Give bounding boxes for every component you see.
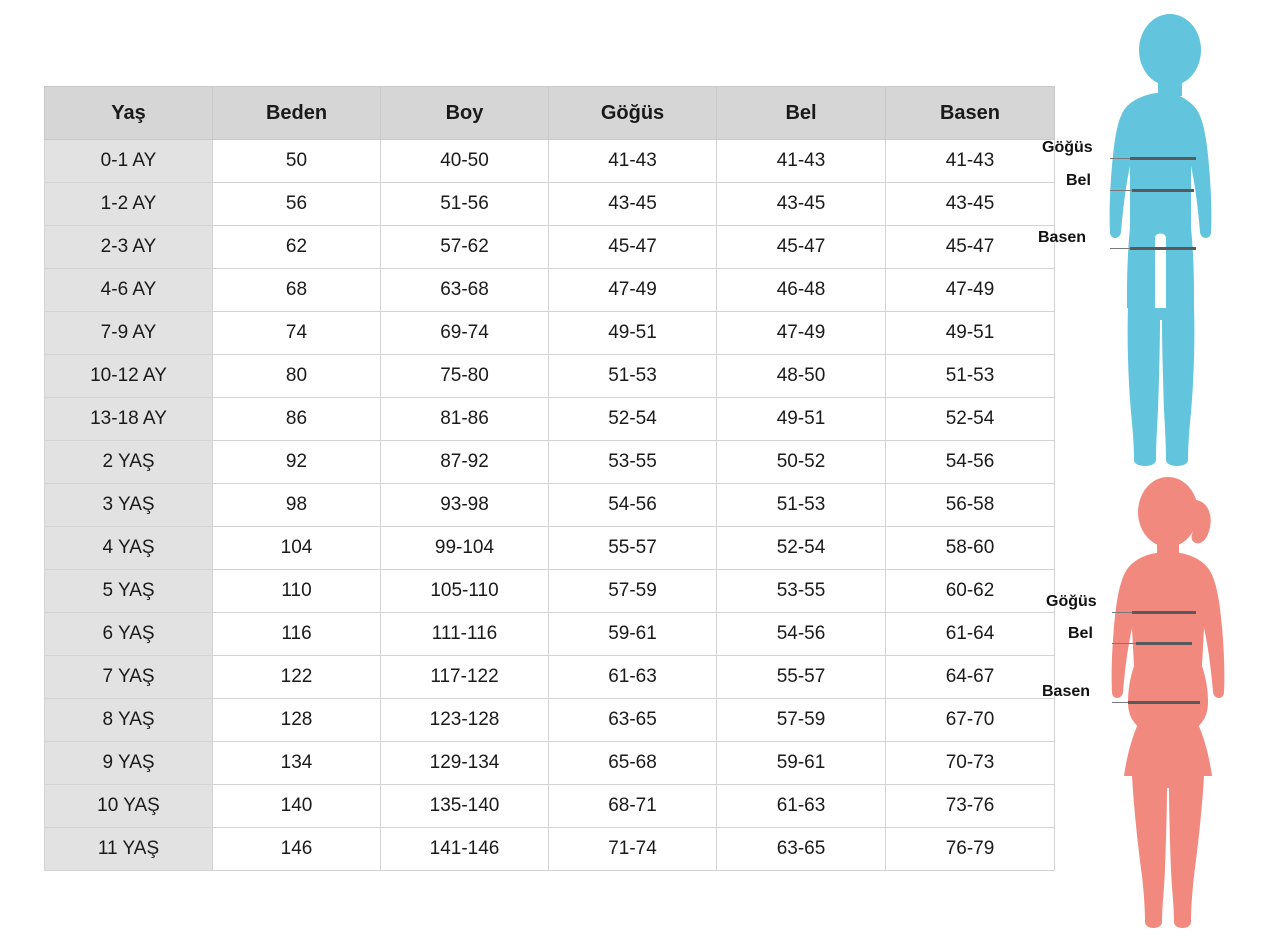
cell-size: 50 xyxy=(213,140,381,183)
cell-height: 75-80 xyxy=(381,355,549,398)
cell-chest: 54-56 xyxy=(549,484,717,527)
girl-silhouette-icon xyxy=(1054,470,1280,940)
cell-size: 134 xyxy=(213,742,381,785)
cell-size: 68 xyxy=(213,269,381,312)
cell-height: 141-146 xyxy=(381,828,549,871)
cell-height: 93-98 xyxy=(381,484,549,527)
cell-height: 51-56 xyxy=(381,183,549,226)
cell-hip: 58-60 xyxy=(886,527,1055,570)
table-row xyxy=(45,398,1055,441)
table-header xyxy=(45,87,1055,140)
cell-chest: 71-74 xyxy=(549,828,717,871)
cell-hip: 60-62 xyxy=(886,570,1055,613)
cell-size: 110 xyxy=(213,570,381,613)
boy-chest-line xyxy=(1130,157,1196,160)
girl-figure xyxy=(1042,470,1280,945)
cell-size: 116 xyxy=(213,613,381,656)
cell-size: 140 xyxy=(213,785,381,828)
table-row xyxy=(45,656,1055,699)
table-row xyxy=(45,312,1055,355)
cell-size: 74 xyxy=(213,312,381,355)
column-header-chest: Göğüs xyxy=(549,87,717,140)
cell-waist: 50-52 xyxy=(717,441,886,484)
cell-waist: 59-61 xyxy=(717,742,886,785)
cell-age: 4-6 AY xyxy=(45,269,213,312)
boy-waist-label: Bel xyxy=(1066,172,1091,189)
table-row xyxy=(45,699,1055,742)
cell-size: 92 xyxy=(213,441,381,484)
column-header-hip: Basen xyxy=(886,87,1055,140)
cell-size: 98 xyxy=(213,484,381,527)
boy-figure xyxy=(1038,8,1280,483)
cell-height: 81-86 xyxy=(381,398,549,441)
cell-chest: 55-57 xyxy=(549,527,717,570)
cell-size: 86 xyxy=(213,398,381,441)
cell-chest: 68-71 xyxy=(549,785,717,828)
boy-hip-label: Basen xyxy=(1038,229,1087,246)
cell-age: 9 YAŞ xyxy=(45,742,213,785)
cell-waist: 45-47 xyxy=(717,226,886,269)
table-row xyxy=(45,613,1055,656)
cell-hip: 52-54 xyxy=(886,398,1055,441)
cell-age: 8 YAŞ xyxy=(45,699,213,742)
cell-waist: 52-54 xyxy=(717,527,886,570)
cell-hip: 61-64 xyxy=(886,613,1055,656)
cell-age: 11 YAŞ xyxy=(45,828,213,871)
cell-chest: 57-59 xyxy=(549,570,717,613)
cell-chest: 53-55 xyxy=(549,441,717,484)
cell-age: 0-1 AY xyxy=(45,140,213,183)
cell-chest: 43-45 xyxy=(549,183,717,226)
cell-age: 2-3 AY xyxy=(45,226,213,269)
cell-height: 105-110 xyxy=(381,570,549,613)
column-header-age: Yaş xyxy=(45,87,213,140)
girl-hip-label: Basen xyxy=(1042,683,1091,700)
cell-hip: 45-47 xyxy=(886,226,1055,269)
column-header-waist: Bel xyxy=(717,87,886,140)
cell-age: 3 YAŞ xyxy=(45,484,213,527)
cell-waist: 57-59 xyxy=(717,699,886,742)
cell-height: 117-122 xyxy=(381,656,549,699)
cell-waist: 48-50 xyxy=(717,355,886,398)
table-header-row xyxy=(45,87,1055,140)
cell-age: 7-9 AY xyxy=(45,312,213,355)
cell-height: 40-50 xyxy=(381,140,549,183)
cell-chest: 49-51 xyxy=(549,312,717,355)
table-row xyxy=(45,785,1055,828)
body-figures-panel xyxy=(1038,0,1280,948)
table-row xyxy=(45,441,1055,484)
cell-height: 69-74 xyxy=(381,312,549,355)
cell-chest: 41-43 xyxy=(549,140,717,183)
cell-age: 4 YAŞ xyxy=(45,527,213,570)
table-row xyxy=(45,226,1055,269)
cell-size: 56 xyxy=(213,183,381,226)
cell-waist: 63-65 xyxy=(717,828,886,871)
girl-chest-label: Göğüs xyxy=(1046,593,1097,610)
cell-waist: 49-51 xyxy=(717,398,886,441)
cell-age: 10 YAŞ xyxy=(45,785,213,828)
cell-chest: 63-65 xyxy=(549,699,717,742)
cell-chest: 52-54 xyxy=(549,398,717,441)
cell-hip: 56-58 xyxy=(886,484,1055,527)
cell-hip: 51-53 xyxy=(886,355,1055,398)
cell-hip: 76-79 xyxy=(886,828,1055,871)
table-row xyxy=(45,355,1055,398)
cell-hip: 49-51 xyxy=(886,312,1055,355)
cell-chest: 61-63 xyxy=(549,656,717,699)
cell-hip: 73-76 xyxy=(886,785,1055,828)
cell-height: 99-104 xyxy=(381,527,549,570)
cell-waist: 55-57 xyxy=(717,656,886,699)
cell-age: 7 YAŞ xyxy=(45,656,213,699)
cell-height: 129-134 xyxy=(381,742,549,785)
cell-age: 1-2 AY xyxy=(45,183,213,226)
cell-height: 87-92 xyxy=(381,441,549,484)
cell-hip: 64-67 xyxy=(886,656,1055,699)
cell-age: 6 YAŞ xyxy=(45,613,213,656)
cell-age: 5 YAŞ xyxy=(45,570,213,613)
cell-size: 128 xyxy=(213,699,381,742)
boy-waist-line xyxy=(1132,189,1194,192)
cell-chest: 45-47 xyxy=(549,226,717,269)
cell-hip: 41-43 xyxy=(886,140,1055,183)
cell-waist: 54-56 xyxy=(717,613,886,656)
cell-waist: 46-48 xyxy=(717,269,886,312)
girl-chest-line xyxy=(1132,611,1196,614)
cell-hip: 70-73 xyxy=(886,742,1055,785)
cell-hip: 47-49 xyxy=(886,269,1055,312)
table-row xyxy=(45,183,1055,226)
cell-chest: 59-61 xyxy=(549,613,717,656)
column-header-size: Beden xyxy=(213,87,381,140)
cell-size: 104 xyxy=(213,527,381,570)
table-row xyxy=(45,140,1055,183)
cell-hip: 43-45 xyxy=(886,183,1055,226)
cell-waist: 51-53 xyxy=(717,484,886,527)
cell-size: 146 xyxy=(213,828,381,871)
table-row xyxy=(45,527,1055,570)
girl-waist-label: Bel xyxy=(1068,625,1093,642)
size-chart-table xyxy=(44,86,1055,871)
cell-height: 123-128 xyxy=(381,699,549,742)
cell-chest: 51-53 xyxy=(549,355,717,398)
boy-chest-label: Göğüs xyxy=(1042,139,1093,156)
cell-hip: 67-70 xyxy=(886,699,1055,742)
cell-age: 13-18 AY xyxy=(45,398,213,441)
cell-size: 122 xyxy=(213,656,381,699)
table-row xyxy=(45,269,1055,312)
cell-hip: 54-56 xyxy=(886,441,1055,484)
table-row xyxy=(45,570,1055,613)
cell-waist: 61-63 xyxy=(717,785,886,828)
table-body xyxy=(45,140,1055,871)
cell-age: 2 YAŞ xyxy=(45,441,213,484)
boy-hip-line xyxy=(1130,247,1196,250)
table-row xyxy=(45,742,1055,785)
boy-silhouette-icon xyxy=(1054,8,1280,478)
cell-waist: 43-45 xyxy=(717,183,886,226)
cell-waist: 53-55 xyxy=(717,570,886,613)
cell-height: 111-116 xyxy=(381,613,549,656)
girl-hip-line xyxy=(1128,701,1200,704)
cell-size: 80 xyxy=(213,355,381,398)
cell-height: 57-62 xyxy=(381,226,549,269)
cell-age: 10-12 AY xyxy=(45,355,213,398)
table-row xyxy=(45,828,1055,871)
cell-size: 62 xyxy=(213,226,381,269)
cell-waist: 47-49 xyxy=(717,312,886,355)
cell-height: 135-140 xyxy=(381,785,549,828)
cell-chest: 65-68 xyxy=(549,742,717,785)
cell-waist: 41-43 xyxy=(717,140,886,183)
size-chart-container xyxy=(44,86,1054,871)
table-row xyxy=(45,484,1055,527)
girl-waist-line xyxy=(1136,642,1192,645)
cell-chest: 47-49 xyxy=(549,269,717,312)
cell-height: 63-68 xyxy=(381,269,549,312)
column-header-height: Boy xyxy=(381,87,549,140)
